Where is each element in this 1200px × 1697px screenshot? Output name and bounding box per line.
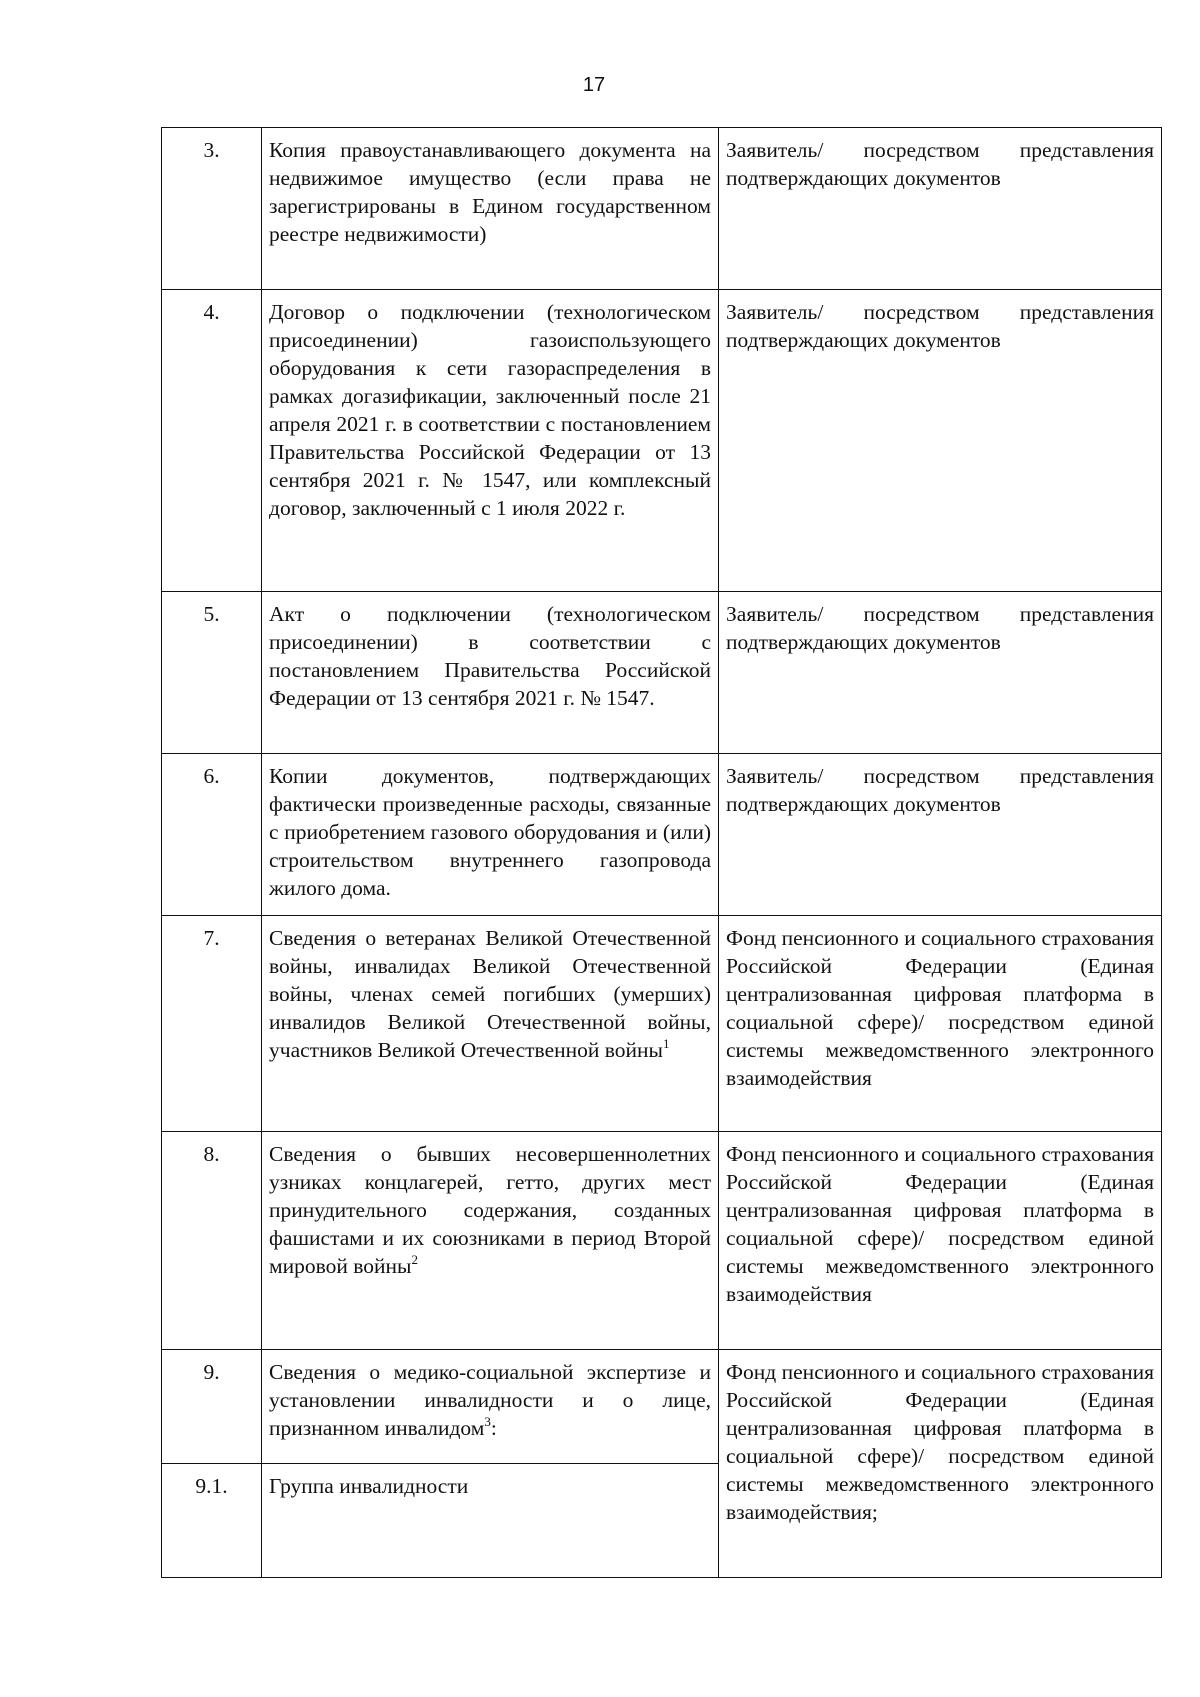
documents-table bbox=[161, 127, 1162, 1578]
description-tail: : bbox=[490, 1416, 497, 1440]
table-row bbox=[162, 754, 1162, 916]
document-description bbox=[262, 1350, 719, 1464]
document-description: Договор о подключении (технологическом присоединении) газоиспользующего оборудования к сети газораспределения в рамках догазификации, заключенный после 21 апреля 2021 г. в соответствии с постановлением Правительства Российской Федерации от 13 сентября 2021 г. № 1547, или комплексный договор, заключенный с 1 июля 2022 г. bbox=[262, 290, 719, 592]
document-source: Заявитель/ посредством представления подтверждающих документов bbox=[719, 128, 1162, 290]
table-row bbox=[162, 290, 1162, 592]
row-number: 4. bbox=[162, 290, 262, 592]
row-number: 3. bbox=[162, 128, 262, 290]
description-text: Сведения о медико-социальной экспертизе и установлении инвалидности и о лице, признанном инвалидом bbox=[269, 1360, 711, 1440]
table-row bbox=[162, 1132, 1162, 1350]
document-description bbox=[262, 916, 719, 1132]
description-text: Сведения о ветеранах Великой Отечественной войны, инвалидах Великой Отечественной войны, членах семей погибших (умерших) инвалидов Великой Отечественной войны, участников Великой Отечественной войны bbox=[269, 926, 711, 1062]
description-text: Сведения о бывших несовершеннолетних узниках концлагерей, гетто, других мест принудительного содержания, созданных фашистами и их союзниками в период Второй мировой войны bbox=[269, 1142, 711, 1278]
footnote-marker: 1 bbox=[662, 1036, 670, 1051]
footnote-marker: 2 bbox=[411, 1252, 418, 1267]
row-number: 5. bbox=[162, 592, 262, 754]
table-row bbox=[162, 592, 1162, 754]
row-number: 9. bbox=[162, 1350, 262, 1464]
page-number: 17 bbox=[582, 74, 606, 96]
row-number: 8. bbox=[162, 1132, 262, 1350]
document-description: Акт о подключении (технологическом присоединении) в соответствии с постановлением Правительства Российской Федерации от 13 сентября 2021 г. № 1547. bbox=[262, 592, 719, 754]
table-row bbox=[162, 128, 1162, 290]
document-description: Копии документов, подтверждающих фактически произведенные расходы, связанные с приобретением газового оборудования и (или) строительством внутреннего газопровода жилого дома. bbox=[262, 754, 719, 916]
table-row bbox=[162, 916, 1162, 1132]
row-number: 6. bbox=[162, 754, 262, 916]
document-source: Заявитель/ посредством представления подтверждающих документов bbox=[719, 754, 1162, 916]
document-description: Копия правоустанавливающего документа на недвижимое имущество (если права не зарегистрированы в Едином государственном реестре недвижимости) bbox=[262, 128, 719, 290]
table-row bbox=[162, 1350, 1162, 1464]
document-source: Заявитель/ посредством представления подтверждающих документов bbox=[719, 592, 1162, 754]
document-description: Группа инвалидности bbox=[262, 1464, 719, 1578]
document-source: Фонд пенсионного и социального страхования Российской Федерации (Единая централизованная цифровая платформа в социальной сфере)/ посредством единой системы межведомственного электронного взаимодействия bbox=[719, 1132, 1162, 1350]
document-source: Фонд пенсионного и социального страхования Российской Федерации (Единая централизованная цифровая платформа в социальной сфере)/ посредством единой системы межведомственного электронного взаимодействия; bbox=[719, 1350, 1162, 1578]
footnote-marker: 3 bbox=[484, 1414, 491, 1429]
document-source: Фонд пенсионного и социального страхования Российской Федерации (Единая централизованная цифровая платформа в социальной сфере)/ посредством единой системы межведомственного электронного взаимодействия bbox=[719, 916, 1162, 1132]
row-number: 9.1. bbox=[162, 1464, 262, 1578]
document-description bbox=[262, 1132, 719, 1350]
row-number: 7. bbox=[162, 916, 262, 1132]
document-source: Заявитель/ посредством представления подтверждающих документов bbox=[719, 290, 1162, 592]
